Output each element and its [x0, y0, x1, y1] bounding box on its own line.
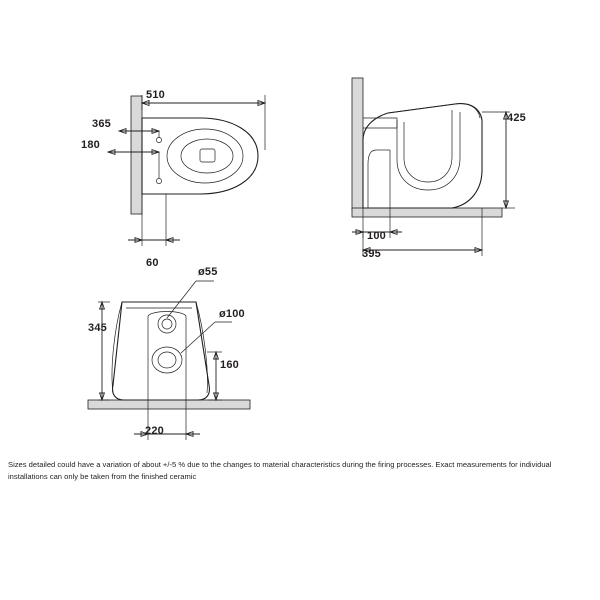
- dim-label-395: 395: [362, 248, 381, 260]
- side-view-floor: [352, 208, 502, 217]
- dim-label-diameter-55: ø55: [198, 266, 218, 278]
- dim-label-220: 220: [145, 425, 164, 437]
- dim-label-425: 425: [507, 112, 526, 124]
- dim-label-365: 365: [92, 118, 111, 130]
- side-view-pan-body: [363, 104, 482, 208]
- dim-label-160: 160: [220, 359, 239, 371]
- dim-label-60: 60: [146, 257, 159, 269]
- dim-label-180: 180: [81, 139, 100, 151]
- front-view-floor: [88, 400, 250, 409]
- dim-label-345: 345: [88, 322, 107, 334]
- side-view-wall: [352, 78, 363, 210]
- dim-label-510: 510: [146, 89, 165, 101]
- dim-label-100-side: 100: [367, 230, 386, 242]
- dim-label-diameter-100: ø100: [219, 308, 245, 320]
- tolerance-note: Sizes detailed could have a variation of about +/-5 % due to the changes to material characteristics during the firing processes. Exact measurements for individual installations can only be taken from the finished ceramic: [8, 460, 552, 481]
- front-view-pan-body: [113, 302, 210, 400]
- top-view-group: [108, 95, 265, 246]
- top-view-wall: [131, 96, 142, 214]
